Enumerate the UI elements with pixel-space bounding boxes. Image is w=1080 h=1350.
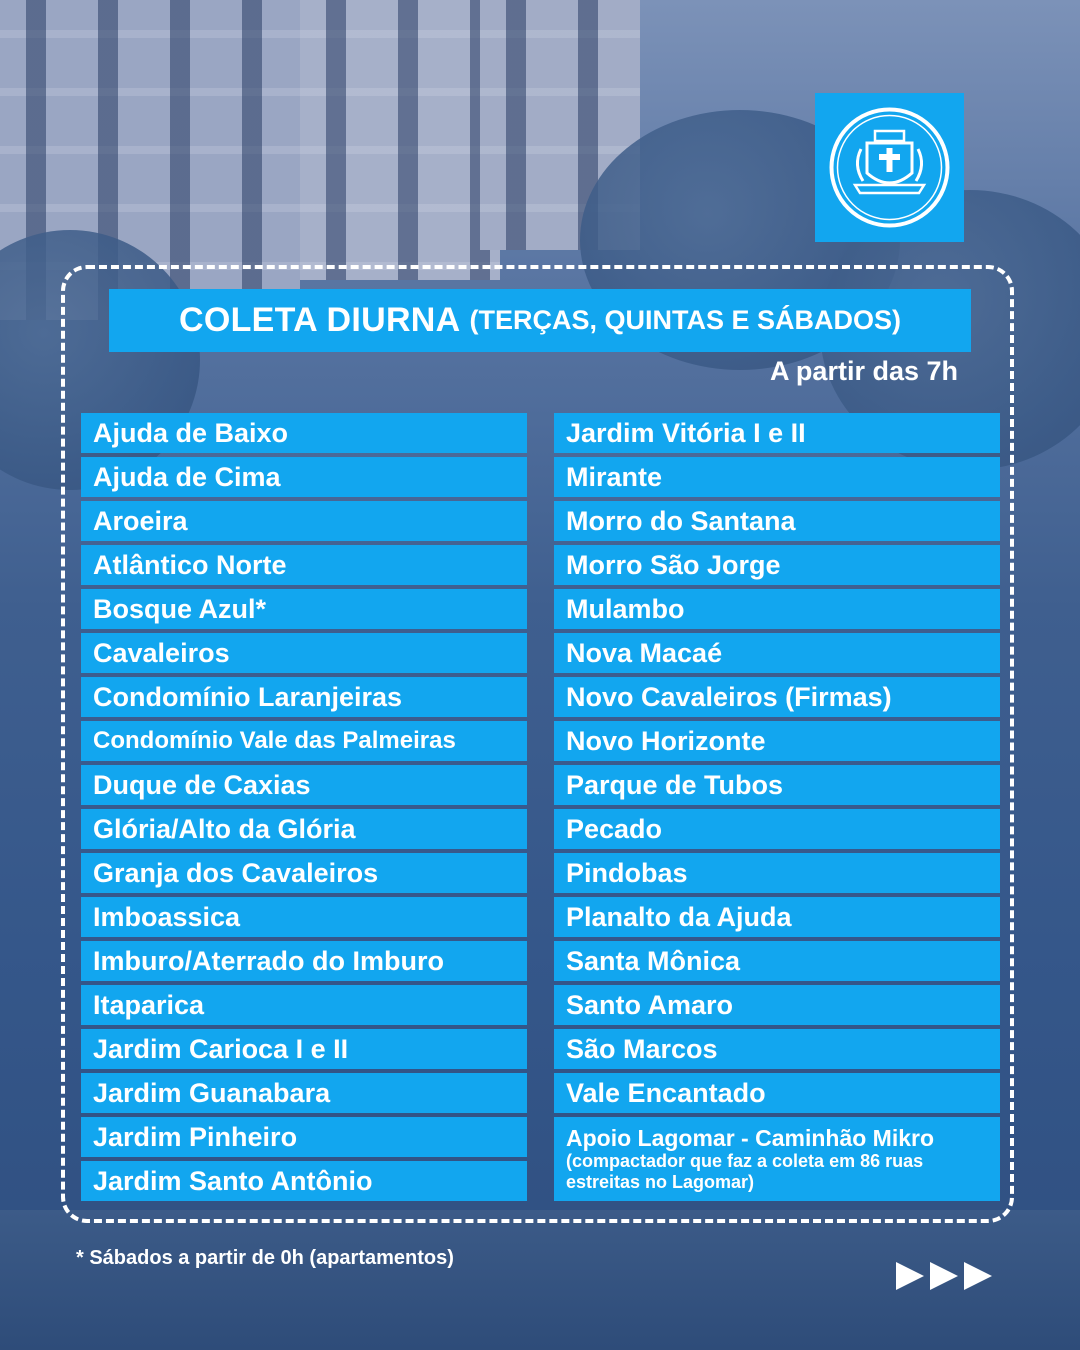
- list-item: Novo Cavaleiros (Firmas): [554, 677, 1000, 717]
- list-item: Mirante: [554, 457, 1000, 497]
- list-item: Jardim Guanabara: [81, 1073, 527, 1113]
- list-item: Ajuda de Baixo: [81, 413, 527, 453]
- neighborhood-list-right: [554, 413, 1000, 1201]
- list-item: Atlântico Norte: [81, 545, 527, 585]
- apoio-lagomar-item: [554, 1117, 1000, 1201]
- footnote: * Sábados a partir de 0h (apartamentos): [76, 1247, 454, 1269]
- list-item: Pindobas: [554, 853, 1000, 893]
- list-item: Condomínio Laranjeiras: [81, 677, 527, 717]
- list-item: Condomínio Vale das Palmeiras: [81, 721, 527, 761]
- list-item: Imburo/Aterrado do Imburo: [81, 941, 527, 981]
- next-arrows-icon[interactable]: [896, 1262, 992, 1290]
- list-item: Bosque Azul*: [81, 589, 527, 629]
- list-item: Pecado: [554, 809, 1000, 849]
- list-item: Itaparica: [81, 985, 527, 1025]
- apoio-description: (compactador que faz a coleta em 86 ruas estreitas no Lagomar): [566, 1151, 924, 1192]
- arrow-right-icon: [930, 1262, 958, 1290]
- crest-icon: [815, 93, 964, 242]
- building-middle: [300, 0, 500, 280]
- list-item: Duque de Caxias: [81, 765, 527, 805]
- arrow-right-icon: [964, 1262, 992, 1290]
- list-item: Aroeira: [81, 501, 527, 541]
- list-item: Vale Encantado: [554, 1073, 1000, 1113]
- list-item: Planalto da Ajuda: [554, 897, 1000, 937]
- list-item: Cavaleiros: [81, 633, 527, 673]
- list-item: Morro do Santana: [554, 501, 1000, 541]
- apoio-title: Apoio Lagomar - Caminhão Mikro: [566, 1125, 935, 1151]
- city-crest-logo: [815, 93, 964, 242]
- list-item: Granja dos Cavaleiros: [81, 853, 527, 893]
- title-main: COLETA DIURNA: [178, 301, 461, 339]
- list-item: São Marcos: [554, 1029, 1000, 1069]
- start-time-note: A partir das 7h: [769, 356, 958, 386]
- title-days: (TERÇAS, QUINTAS E SÁBADOS): [469, 305, 902, 335]
- arrow-right-icon: [896, 1262, 924, 1290]
- list-item: Nova Macaé: [554, 633, 1000, 673]
- list-item: Ajuda de Cima: [81, 457, 527, 497]
- list-item: Jardim Pinheiro: [81, 1117, 527, 1157]
- list-item: Novo Horizonte: [554, 721, 1000, 761]
- neighborhood-list-left: [81, 413, 527, 1201]
- list-item: Mulambo: [554, 589, 1000, 629]
- page-title: [109, 289, 971, 352]
- list-item: Morro São Jorge: [554, 545, 1000, 585]
- list-item: Jardim Vitória I e II: [554, 413, 1000, 453]
- list-item: Imboassica: [81, 897, 527, 937]
- list-item: Glória/Alto da Glória: [81, 809, 527, 849]
- list-item: Santa Mônica: [554, 941, 1000, 981]
- list-item: Jardim Carioca I e II: [81, 1029, 527, 1069]
- list-item: Santo Amaro: [554, 985, 1000, 1025]
- list-item: Jardim Santo Antônio: [81, 1161, 527, 1201]
- list-item: Parque de Tubos: [554, 765, 1000, 805]
